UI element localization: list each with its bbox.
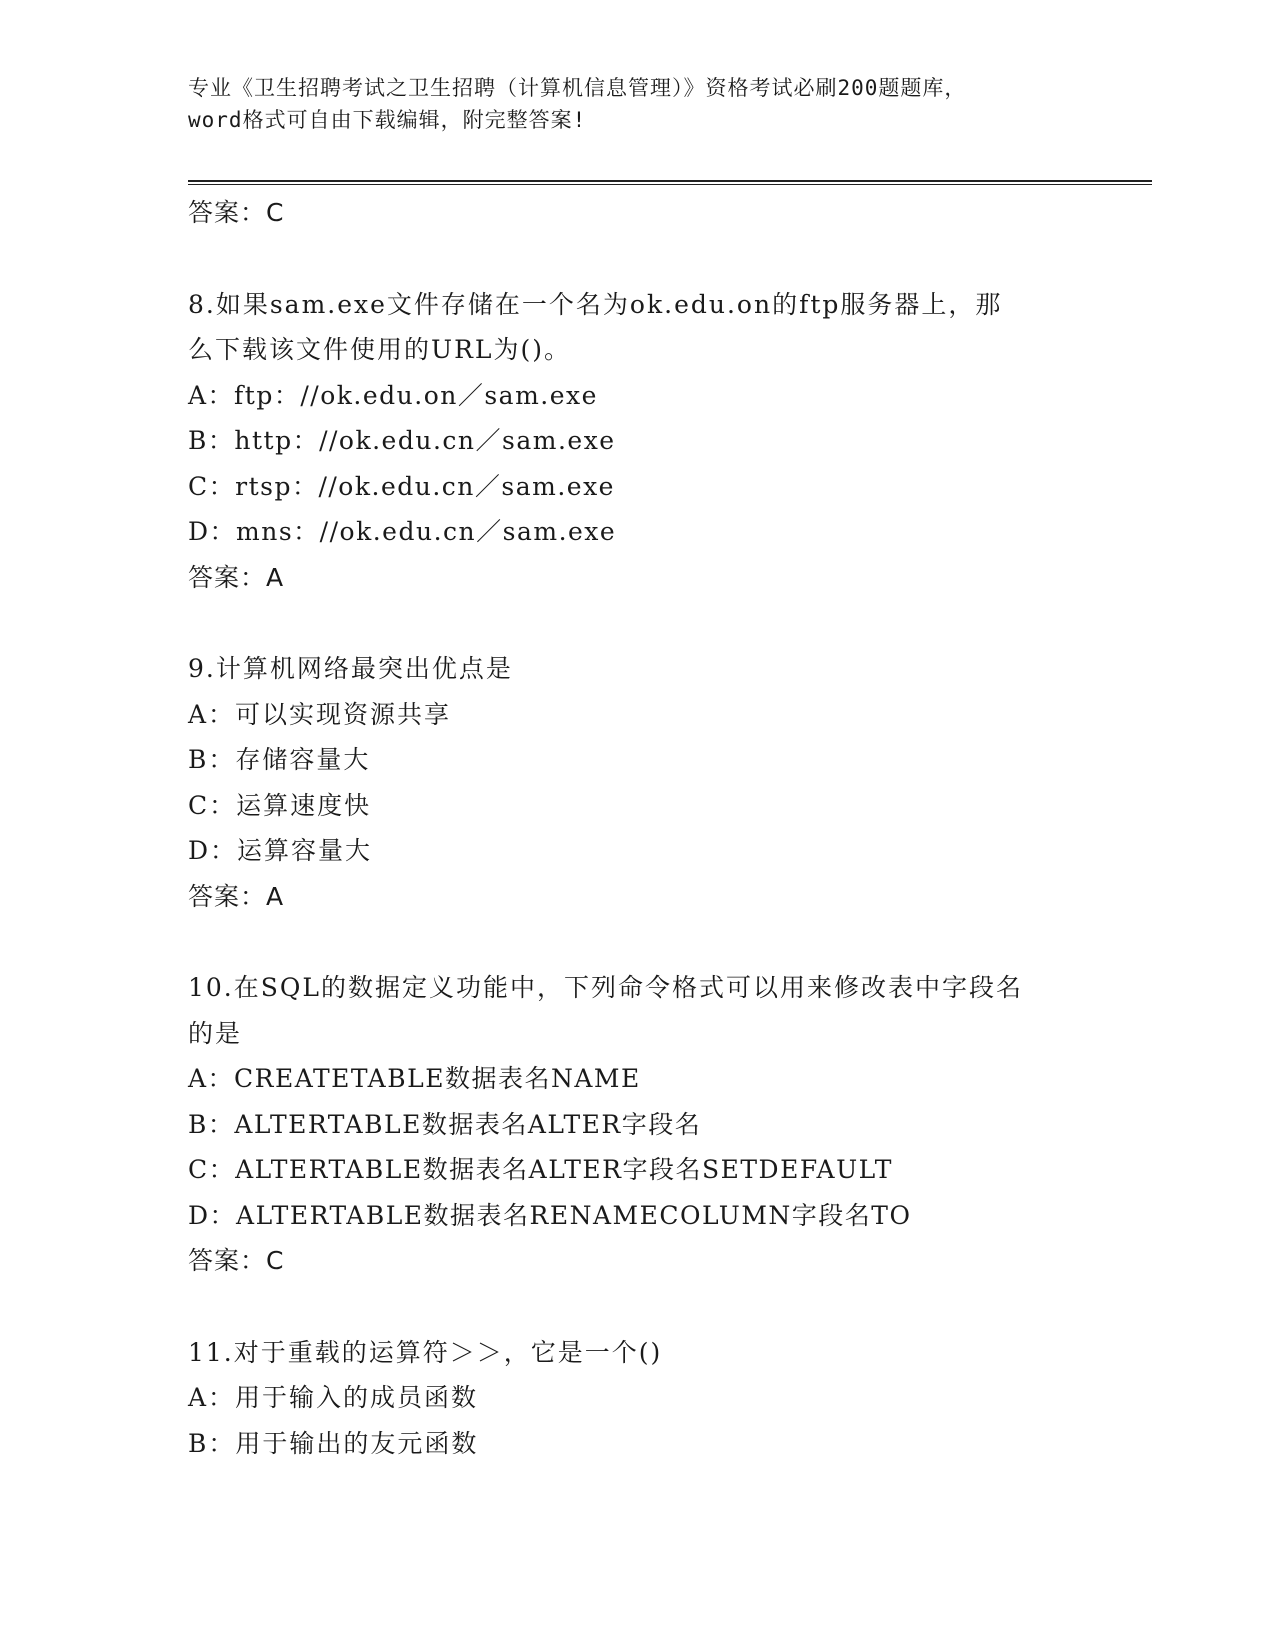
question-8-option-b: B：http：//ok.edu.cn／sam.exe <box>188 426 616 455</box>
header-divider-thick <box>188 180 1152 182</box>
question-8-option-c: C：rtsp：//ok.edu.cn／sam.exe <box>188 471 615 501</box>
question-11-option-a: A：用于输入的成员函数 <box>188 1383 479 1412</box>
question-10-option-b: B：ALTERTABLE数据表名ALTER字段名 <box>188 1109 702 1139</box>
spacer <box>188 919 1088 965</box>
question-9-answer: 答案：A <box>188 881 285 911</box>
question-10-text-line-2: 的是 <box>188 1018 243 1048</box>
question-9-option-c: C：运算速度快 <box>188 790 372 820</box>
header-line-1: 专业《卫生招聘考试之卫生招聘（计算机信息管理）》资格考试必刷200题题库， <box>188 76 967 100</box>
question-8-answer: 答案：A <box>188 562 285 592</box>
question-8-option-d: D：mns：//ok.edu.cn／sam.exe <box>188 517 617 546</box>
question-9-option-a: A：可以实现资源共享 <box>188 699 452 729</box>
question-11-option-b: B：用于输出的友元函数 <box>188 1428 479 1458</box>
question-8-text-line-2: 么下载该文件使用的URL为()。 <box>188 335 572 364</box>
header-line-2: word格式可自由下载编辑，附完整答案! <box>188 108 587 132</box>
question-10-option-d: D：ALTERTABLE数据表名RENAMECOLUMN字段名TO <box>188 1200 912 1230</box>
answer-prev: 答案：C <box>188 198 285 227</box>
question-9-option-d: D：运算容量大 <box>188 836 373 865</box>
document-header <box>188 72 1088 136</box>
question-9-text-line-1: 9.计算机网络最突出优点是 <box>188 654 513 683</box>
question-10 <box>188 965 1088 1284</box>
question-8 <box>188 282 1088 601</box>
question-8-text-line-1: 8.如果sam.exe文件存储在一个名为ok.edu.on的ftp服务器上，那 <box>188 289 1003 319</box>
question-11-text-line-1: 11.对于重载的运算符＞＞，它是一个() <box>188 1337 663 1367</box>
question-10-option-c: C：ALTERTABLE数据表名ALTER字段名SETDEFAULT <box>188 1155 893 1184</box>
header-divider-thin <box>188 184 1152 185</box>
question-10-text-line-1: 10.在SQL的数据定义功能中，下列命令格式可以用来修改表中字段名 <box>188 973 1023 1002</box>
question-11 <box>188 1330 1088 1467</box>
question-10-answer: 答案：C <box>188 1246 285 1275</box>
question-list <box>188 190 1088 1466</box>
spacer <box>188 600 1088 646</box>
question-10-option-a: A：CREATETABLE数据表名NAME <box>188 1064 641 1093</box>
question-9-option-b: B：存储容量大 <box>188 745 371 774</box>
question-8-option-a: A：ftp：//ok.edu.on／sam.exe <box>188 380 598 410</box>
spacer <box>188 1284 1088 1330</box>
question-9 <box>188 646 1088 919</box>
spacer <box>188 236 1088 282</box>
